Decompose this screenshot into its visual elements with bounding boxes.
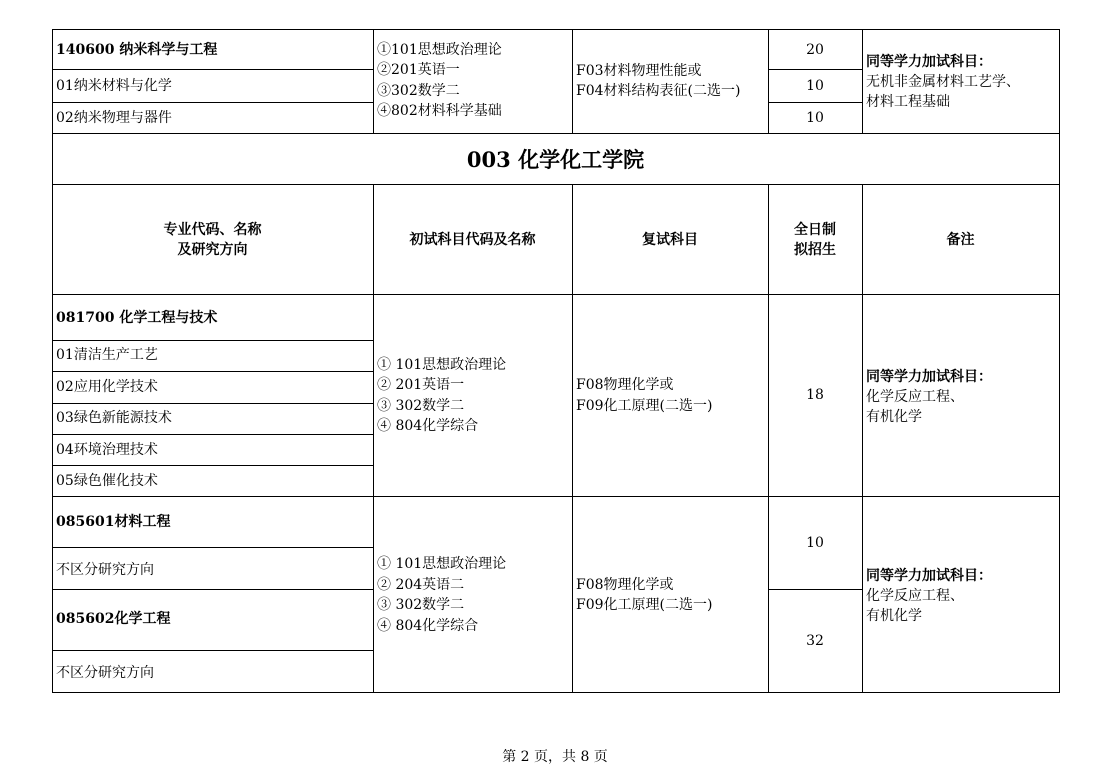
table-rule xyxy=(52,102,373,103)
table-rule xyxy=(52,589,373,590)
header-quota: 全日制 xyxy=(794,222,836,238)
direction-item: 02纳米物理与器件 xyxy=(56,110,172,126)
remark-line: 有机化学 xyxy=(866,608,922,624)
direction-item: 04环境治理技术 xyxy=(56,442,158,458)
table-rule xyxy=(862,184,863,693)
remark-line: 有机化学 xyxy=(866,409,922,425)
remark-title: 同等学力加试科目： xyxy=(866,54,992,70)
table-rule xyxy=(862,29,863,134)
table-border-bottom xyxy=(52,692,1060,693)
table-rule xyxy=(52,340,373,341)
table-rule xyxy=(768,589,862,590)
remark-title: 同等学力加试科目： xyxy=(866,568,992,584)
retest-subject: F04材料结构表征(二选一) xyxy=(576,83,741,99)
table-rule xyxy=(572,29,573,134)
remark-line: 无机非金属材料工艺学、 xyxy=(866,74,1020,90)
exam-subject: ①101思想政治理论 xyxy=(377,42,502,58)
remark-title: 同等学力加试科目： xyxy=(866,369,992,385)
header-major: 专业代码、名称 xyxy=(163,222,262,238)
exam-subject: ① 101思想政治理论 xyxy=(377,556,507,572)
direction-item: 不区分研究方向 xyxy=(56,562,154,578)
major-title: 140600 纳米科学与工程 xyxy=(56,42,218,58)
table-rule xyxy=(768,184,769,693)
major-title: 085601材料工程 xyxy=(56,514,171,530)
header-quota-sub: 拟招生 xyxy=(794,242,836,258)
table-rule xyxy=(52,371,373,372)
direction-item: 02应用化学技术 xyxy=(56,379,158,395)
table-rule xyxy=(52,133,1060,134)
exam-subject: ②201英语一 xyxy=(377,62,460,78)
table-rule xyxy=(52,294,1060,295)
table-border-right xyxy=(1059,29,1060,693)
exam-subject: ② 204英语二 xyxy=(377,577,465,593)
header-exam: 初试科目代码及名称 xyxy=(409,232,536,248)
section-title: 003 化学化工学院 xyxy=(466,147,645,172)
header-major-sub: 及研究方向 xyxy=(177,242,248,258)
exam-subject: ④802材料科学基础 xyxy=(377,103,502,119)
direction-item: 01纳米材料与化学 xyxy=(56,78,172,94)
exam-subject: ① 101思想政治理论 xyxy=(377,357,507,373)
page-number: 第 2 页，共 8 页 xyxy=(502,749,608,765)
quota-value: 10 xyxy=(806,110,824,126)
retest-subject: F09化工原理(二选一) xyxy=(576,398,713,414)
exam-subject: ④ 804化学综合 xyxy=(377,418,479,434)
retest-subject: F08物理化学或 xyxy=(576,377,674,393)
major-title: 081700 化学工程与技术 xyxy=(56,310,218,326)
table-rule xyxy=(52,496,1060,497)
table-rule xyxy=(373,184,374,693)
exam-subject: ③ 302数学二 xyxy=(377,398,465,414)
remark-line: 化学反应工程、 xyxy=(866,389,964,405)
table-border-left xyxy=(52,29,53,693)
quota-value: 20 xyxy=(806,42,824,58)
table-rule xyxy=(52,434,373,435)
table-rule xyxy=(52,184,1060,185)
table-rule xyxy=(768,102,862,103)
table-rule xyxy=(768,69,862,70)
retest-subject: F08物理化学或 xyxy=(576,577,674,593)
direction-item: 01清洁生产工艺 xyxy=(56,347,158,363)
table-rule xyxy=(572,184,573,693)
retest-subject: F03材料物理性能或 xyxy=(576,63,702,79)
retest-subject: F09化工原理(二选一) xyxy=(576,597,713,613)
remark-line: 材料工程基础 xyxy=(866,94,950,110)
table-rule xyxy=(52,465,373,466)
exam-subject: ③ 302数学二 xyxy=(377,597,465,613)
direction-item: 05绿色催化技术 xyxy=(56,473,158,489)
direction-item: 不区分研究方向 xyxy=(56,665,154,681)
table-rule xyxy=(52,650,373,651)
header-remark: 备注 xyxy=(946,232,975,248)
major-title: 085602化学工程 xyxy=(56,611,171,627)
exam-subject: ③302数学二 xyxy=(377,83,460,99)
quota-value: 10 xyxy=(806,78,824,94)
exam-subject: ④ 804化学综合 xyxy=(377,618,479,634)
quota-value: 32 xyxy=(806,633,824,649)
exam-subject: ② 201英语一 xyxy=(377,377,465,393)
header-retest: 复试科目 xyxy=(642,232,698,248)
quota-value: 10 xyxy=(806,535,824,551)
table-rule xyxy=(373,29,374,134)
direction-item: 03绿色新能源技术 xyxy=(56,410,172,426)
table-rule xyxy=(52,69,373,70)
table-rule xyxy=(52,547,373,548)
table-border-top xyxy=(52,29,1060,30)
quota-value: 18 xyxy=(806,387,824,403)
remark-line: 化学反应工程、 xyxy=(866,588,964,604)
table-rule xyxy=(52,403,373,404)
